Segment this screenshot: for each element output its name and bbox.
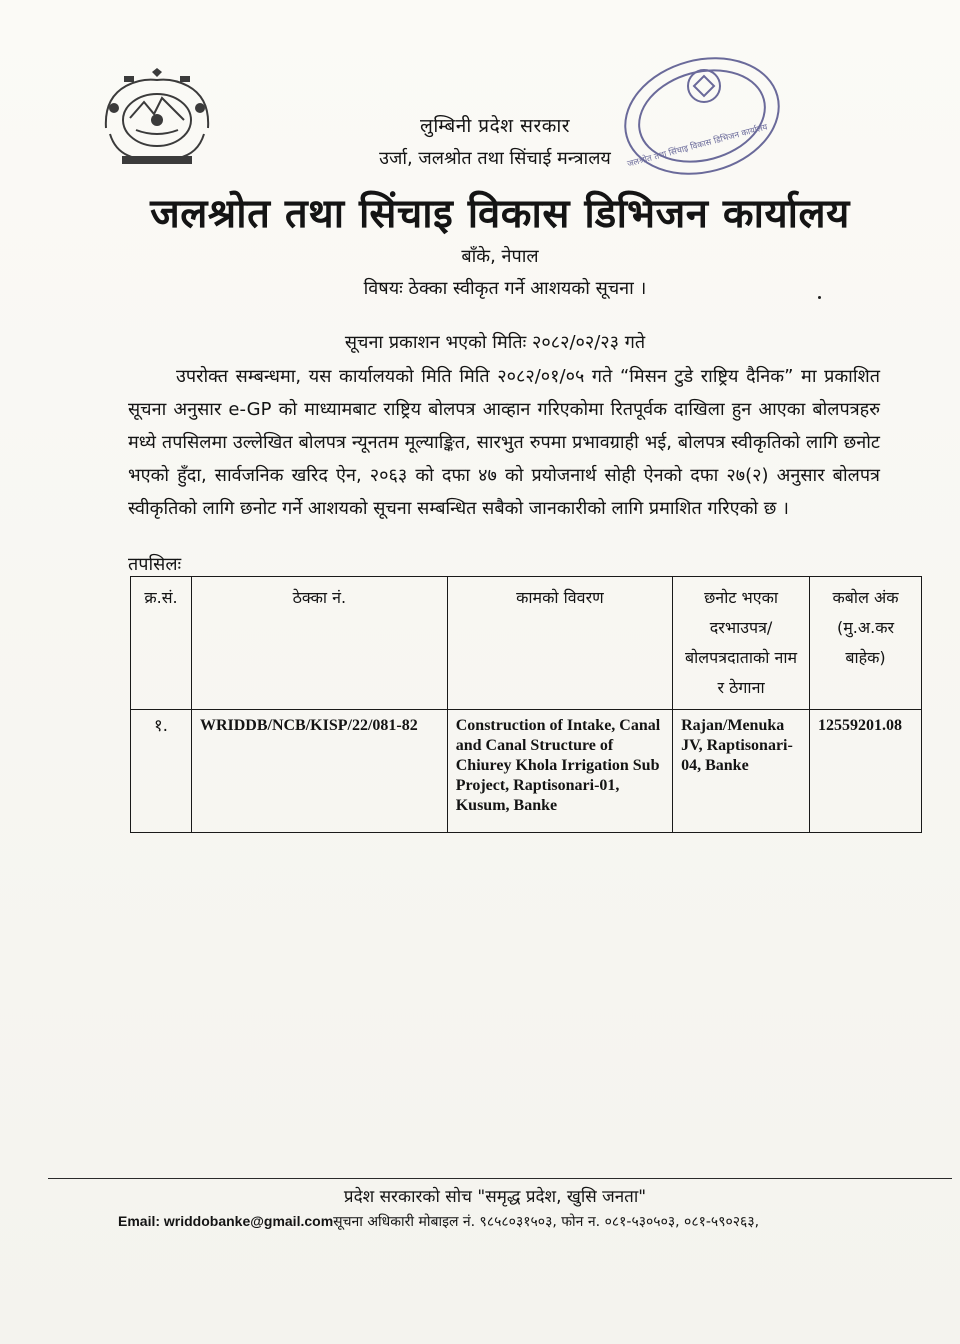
government-name: लुम्बिनी प्रदेश सरकार	[419, 115, 571, 137]
cell-sn: १.	[131, 710, 192, 833]
cell-amount: 12559201.08	[810, 710, 922, 833]
footer-contact	[118, 1212, 759, 1231]
cell-contract-no: WRIDDB/NCB/KISP/22/081-82	[191, 710, 447, 833]
header-contract-no: ठेक्का नं.	[191, 577, 447, 710]
cell-description: Construction of Intake, Canal and Canal Structure of Chiurey Khola Irrigation Sub Project, Raptisonari-01, Kusum, Banke	[447, 710, 672, 833]
publication-date: सूचना प्रकाशन भएको मितिः २०८२/०२/२३ गते	[344, 332, 646, 353]
header-bidder: छनोट भएका दरभाउपत्र/बोलपत्रदाताको नाम र ठेगाना	[673, 577, 810, 710]
header-sn: क्र.सं.	[131, 577, 192, 710]
notice-body: उपरोक्त सम्बन्धमा, यस कार्यालयको मिति मिति २०८२/०१/०५ गते “मिसन टुडे राष्ट्रिय दैनिक” मा प्रकाशित सूचना अनुसार e-GP को माध्यामबाट राष्ट्रिय बोलपत्र आव्हान गरिएकोमा रितपूर्वक दाखिला हुन आएका बोलपत्रहरु मध्ये तपसिलमा उल्लेखित बोलपत्र न्यूनतम मूल्याङ्कित, सारभुत रुपमा प्रभावग्राही भई, बोलपत्र स्वीकृतिको लागि छनोट भएको हुँदा, सार्वजनिक खरिद ऐन, २०६३ को दफा ४७ को प्रयोजनार्थ सोही ऐनको दफा २७(२) अनुसार बोलपत्र स्वीकृतिको लागि छनोट गर्ने आशयको सूचना सम्बन्धित सबैको जानकारीको लागि प्रमाशित गरिएको छ ।	[128, 366, 880, 519]
ministry-name: उर्जा, जलश्रोत तथा सिंचाई मन्त्रालय	[379, 148, 611, 169]
cell-bidder: Rajan/Menuka JV, Raptisonari-04, Banke	[673, 710, 810, 833]
notice-subject: विषयः ठेक्का स्वीकृत गर्ने आशयको सूचना ।	[363, 278, 647, 299]
header-amount: कबोल अंक (मु.अ.कर बाहेक)	[810, 577, 922, 710]
tender-table	[130, 576, 922, 833]
table-header-row	[131, 577, 922, 710]
table-row	[131, 710, 922, 833]
footer-phone-numbers: सूचना अधिकारी मोबाइल नं. ९८५८०३१५०३, फोन न. ०८१-५३०५०३, ०८१-५९०२६३,	[333, 1214, 760, 1230]
details-label: तपसिलः	[128, 554, 182, 575]
stamp-text: जलश्रोत तथा सिंचाइ विकास डिभिजन कार्यालय	[626, 122, 769, 170]
footer-divider	[48, 1178, 952, 1179]
ink-dot	[818, 296, 821, 299]
footer-email: Email: wriddobanke@gmail.com	[118, 1213, 334, 1229]
office-title: जलश्रोत तथा सिंचाइ विकास डिभिजन कार्यालय	[150, 191, 850, 237]
header-description: कामको विवरण	[447, 577, 672, 710]
office-location: बाँके, नेपाल	[461, 246, 539, 267]
footer-slogan: प्रदेश सरकारको सोच "समृद्ध प्रदेश, खुसि जनता"	[343, 1187, 647, 1207]
